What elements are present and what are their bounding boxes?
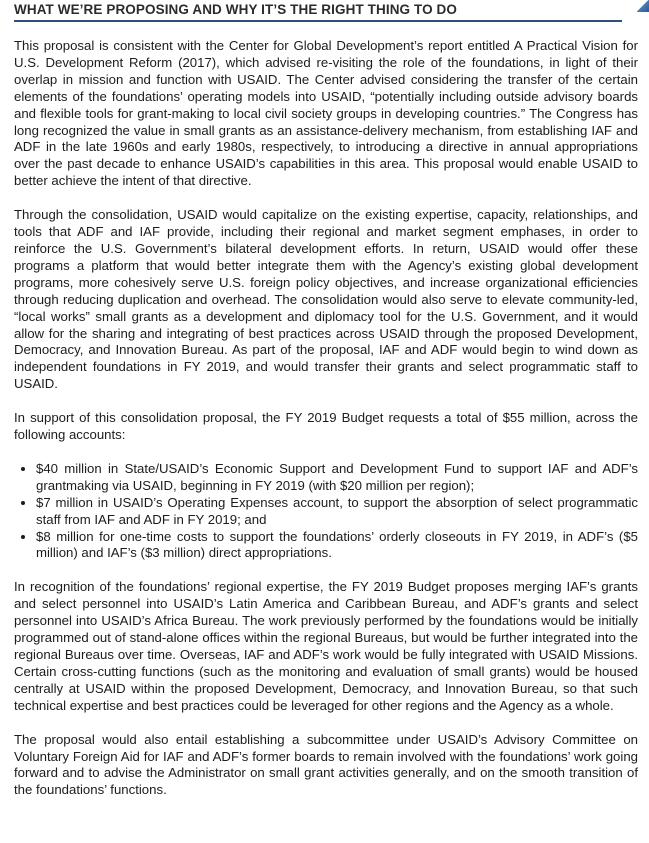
paragraph-subcommittee: The proposal would also entail establishing a subcommittee under USAID’s Advisory Committee on Voluntary Foreign Aid for IAF and ADF’s former boards to remain involved with the foundations’ work going forward and to advise the Administrator on small grant activities generally, and on the smooth transition of the foundations’ functions. (14, 731, 638, 798)
list-item: • $40 million in State/USAID’s Economic Support and Development Fund to support IAF and ADF’s grantmaking via USAID, beginning in FY 2019 (with $20 million per region); (36, 461, 638, 495)
list-item: • $7 million in USAID’s Operating Expenses account, to support the absorption of select programmatic staff from IAF and ADF in FY 2019; and (36, 495, 638, 529)
paragraph-cgd-report: This proposal is consistent with the Center for Global Development’s report entitled A Practical Vision for U.S. Development Reform (2017), which advised re-visiting the role of the foundations, in light of their overlap in mission and function with USAID. The Center advised considering the transfer of the certain elements of the foundations’ operating models into USAID, “potentially including outside advisory boards and flexible tools for grant-making to local civil society groups in developing countries.” The Congress has long recognized the value in small grants as an assistance-delivery mechanism, from establishing IAF and ADF in the late 1960s and early 1980s, respectively, to introducing a directive in annual appropriations over the past decade to enhance USAID’s capabilities in this area. This proposal would enable USAID to better achieve the intent of that directive. (14, 38, 638, 189)
list-item: • $8 million for one-time costs to support the foundations’ orderly closeouts in FY 2019, in ADF’s ($5 million) and IAF’s ($3 million) direct appropriations. (36, 529, 638, 563)
budget-accounts-list (14, 461, 638, 562)
page-corner-decoration (637, 0, 649, 12)
document-body (14, 38, 638, 816)
paragraph-consolidation: Through the consolidation, USAID would capitalize on the existing expertise, capacity, relationships, and tools that ADF and IAF provide, including their regional and market segment emphases, in order to reinforce the U.S. Government’s bilateral development efforts. In return, USAID would offer these programs a platform that would better integrate them with the Agency’s existing global development programs, more cohesively serve U.S. foreign policy objectives, and increase organizational efficiencies through reducing duplication and overhead. The consolidation would also serve to elevate community-led, “local works” small grants as a development and diplomacy tool for the U.S. Government, and it would allow for the sharing and integrating of best practices across USAID through the proposed Development, Democracy, and Innovation Bureau. As part of the proposal, IAF and ADF would begin to wind down as independent foundations in FY 2019, and would transfer their grants and select programmatic staff to USAID. (14, 207, 638, 392)
paragraph-regional-expertise: In recognition of the foundations’ regional expertise, the FY 2019 Budget proposes merging IAF’s grants and select personnel into USAID’s Latin America and Caribbean Bureau, and ADF’s grants and select personnel into USAID’s Africa Bureau. The work previously performed by the foundations would be initially programmed out of stand-alone offices within the regional Bureaus, but would be further integrated into the regional Bureaus over time. Overseas, IAF and ADF’s work would be fully integrated with USAID Missions. Certain cross-cutting functions (such as the monitoring and evaluation of small grants) would be housed centrally at USAID within the proposed Development, Democracy, and Innovation Bureau, so that such technical expertise and best practices could be leveraged for other regions and the Agency as a whole. (14, 579, 638, 713)
section-heading: WHAT WE’RE PROPOSING AND WHY IT’S THE RIGHT THING TO DO (14, 2, 458, 17)
paragraph-budget-request: In support of this consolidation proposal, the FY 2019 Budget requests a total of $55 million, across the following accounts: (14, 410, 638, 443)
section-header (14, 2, 622, 22)
